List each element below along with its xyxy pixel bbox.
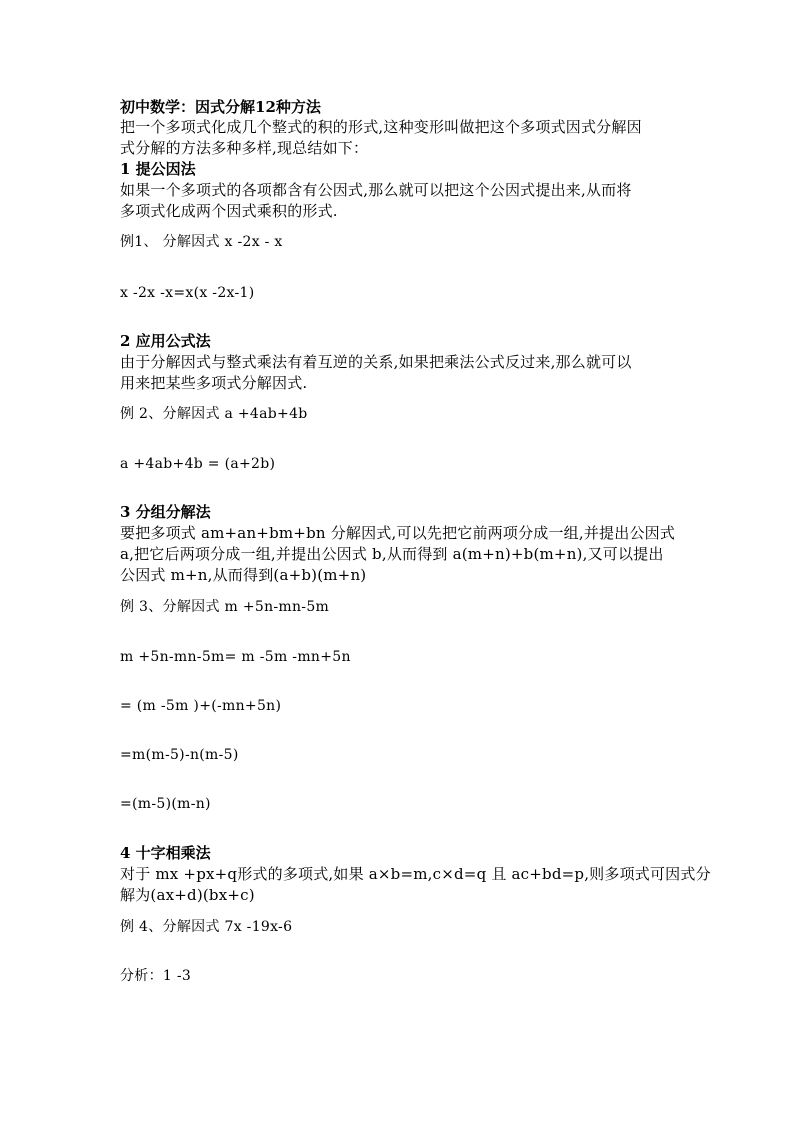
section-3-paragraph-line-2: a,把它后两项分成一组,并提出公因式 b,从而得到 a(m+n)+b(m+n),又可以提出 [120, 545, 664, 563]
section-3-paragraph-line-3: 公因式 m+n,从而得到(a+b)(m+n) [120, 566, 367, 584]
section-2-example: 例 2、分解因式 a +4ab+4b [120, 406, 308, 422]
section-3-heading: 3 分组分解法 [120, 503, 211, 521]
section-3-example: 例 3、分解因式 m +5n-mn-5m [120, 599, 330, 615]
section-3-step-4: =(m-5)(m-n) [120, 796, 211, 812]
section-1-paragraph-line-2: 多项式化成两个因式乘积的形式. [120, 202, 338, 220]
section-3-step-3: =m(m-5)-n(m-5) [120, 747, 239, 763]
section-3-step-1: m +5n-mn-5m= m -5m -mn+5n [120, 649, 351, 665]
section-4-heading: 4 十字相乘法 [120, 844, 211, 862]
section-4-example: 例 4、分解因式 7x -19x-6 [120, 919, 293, 935]
section-1-step-1: x -2x -x=x(x -2x-1) [120, 285, 255, 301]
section-4-analysis: 分析：1 -3 [120, 968, 192, 984]
section-1-example: 例1、 分解因式 x -2x - x [120, 234, 283, 250]
section-1-paragraph-line-1: 如果一个多项式的各项都含有公因式,那么就可以把这个公因式提出来,从而将 [120, 181, 632, 199]
document-title: 初中数学：因式分解12种方法 [120, 98, 321, 116]
section-2-paragraph-line-1: 由于分解因式与整式乘法有着互逆的关系,如果把乘法公式反过来,那么就可以 [120, 353, 632, 371]
section-3-paragraph-line-1: 要把多项式 am+an+bm+bn 分解因式,可以先把它前两项分成一组,并提出公因式 [120, 524, 676, 542]
section-2-heading: 2 应用公式法 [120, 332, 211, 350]
intro-line-1: 把一个多项式化成几个整式的积的形式,这种变形叫做把这个多项式因式分解因 [120, 118, 642, 136]
section-4-paragraph-line-1: 对于 mx +px+q形式的多项式,如果 a×b=m,c×d=q 且 ac+bd=p,则多项式可因式分 [120, 865, 711, 883]
intro-line-2: 式分解的方法多种多样,现总结如下： [120, 139, 369, 157]
section-3-step-2: = (m -5m )+(-mn+5n) [120, 698, 282, 714]
section-4-paragraph-line-2: 解为(ax+d)(bx+c) [120, 886, 255, 904]
section-1-heading: 1 提公因法 [120, 160, 196, 178]
section-2-step-1: a +4ab+4b = (a+2b) [120, 456, 276, 472]
section-2-paragraph-line-2: 用来把某些多项式分解因式. [120, 374, 308, 392]
